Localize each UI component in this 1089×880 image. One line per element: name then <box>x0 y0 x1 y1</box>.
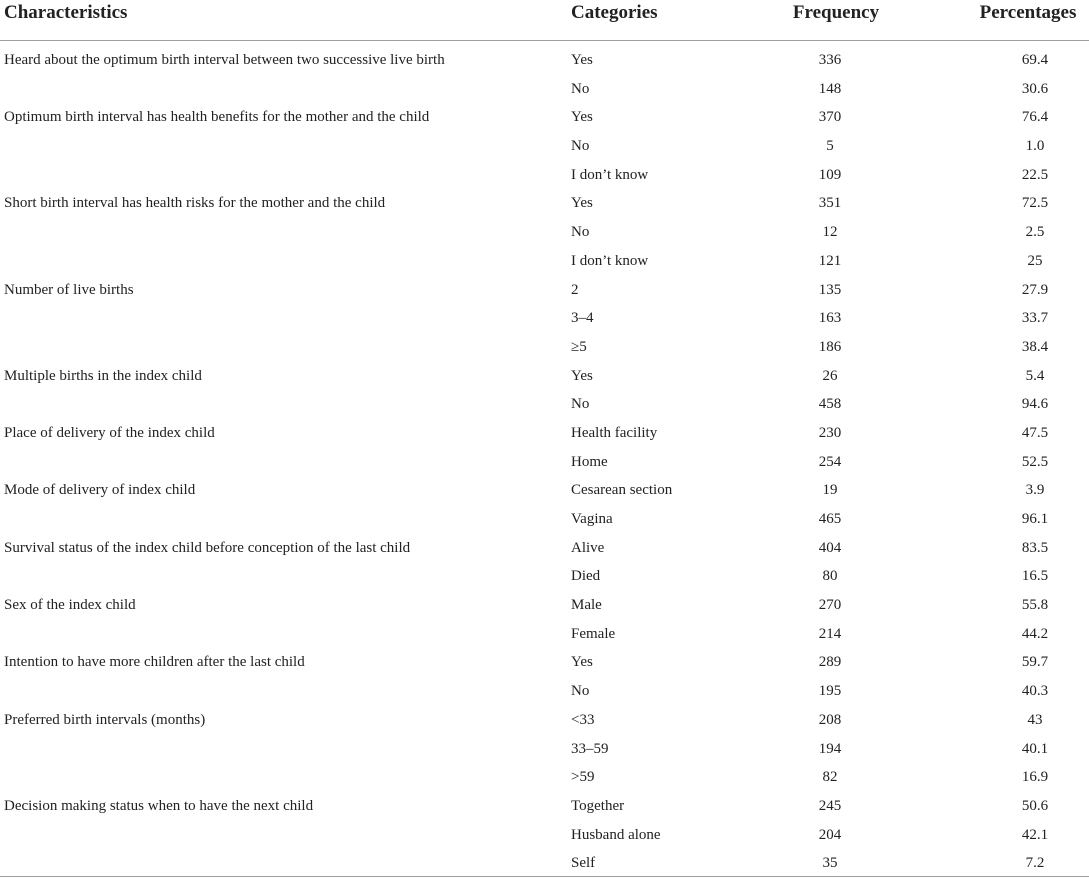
table-row <box>0 737 1089 766</box>
row-category: No <box>571 683 590 700</box>
table-row <box>0 507 1089 536</box>
row-category: 33–59 <box>571 740 609 757</box>
row-percentage: 2.5 <box>1025 224 1045 241</box>
row-category: Yes <box>571 195 593 212</box>
row-frequency: 26 <box>822 367 838 384</box>
table-row <box>0 278 1089 307</box>
row-percentage: 5.4 <box>1025 367 1045 384</box>
table-body <box>0 48 1089 880</box>
row-frequency: 289 <box>818 654 842 671</box>
table-row <box>0 392 1089 421</box>
row-category: No <box>571 224 590 241</box>
row-category: ≥5 <box>571 338 587 355</box>
row-characteristic: Sex of the index child <box>4 597 136 614</box>
table-row <box>0 650 1089 679</box>
row-frequency: 245 <box>818 797 842 814</box>
table-row <box>0 48 1089 77</box>
table-row <box>0 77 1089 106</box>
row-percentage: 43 <box>1027 711 1043 728</box>
table-row <box>0 163 1089 192</box>
row-frequency: 121 <box>818 252 842 269</box>
row-percentage: 59.7 <box>1021 654 1049 671</box>
row-percentage: 7.2 <box>1025 855 1045 872</box>
row-percentage: 16.5 <box>1021 568 1049 585</box>
table-row <box>0 679 1089 708</box>
row-category: Health facility <box>571 424 658 441</box>
header-categories: Categories <box>571 2 658 23</box>
row-category: Yes <box>571 109 593 126</box>
row-frequency: 208 <box>818 711 842 728</box>
row-percentage: 69.4 <box>1021 52 1049 68</box>
row-frequency: 82 <box>822 769 838 786</box>
row-percentage: 94.6 <box>1021 396 1049 413</box>
table-row <box>0 335 1089 364</box>
table-row <box>0 593 1089 622</box>
row-category: 2 <box>571 281 579 298</box>
row-percentage: 83.5 <box>1021 539 1049 556</box>
row-percentage: 40.1 <box>1021 740 1049 757</box>
table-row <box>0 306 1089 335</box>
row-frequency: 204 <box>818 826 842 843</box>
row-frequency: 163 <box>818 310 842 327</box>
table-row <box>0 220 1089 249</box>
row-percentage: 16.9 <box>1021 769 1049 786</box>
table-row <box>0 249 1089 278</box>
row-characteristic: Multiple births in the index child <box>4 367 202 384</box>
table-row <box>0 421 1089 450</box>
table-row <box>0 450 1089 479</box>
row-category: Female <box>571 625 616 642</box>
row-characteristic: Survival status of the index child before conception of the last child <box>4 539 411 556</box>
row-category: Together <box>571 797 625 814</box>
row-category: Cesarean section <box>571 482 673 499</box>
row-characteristic: Heard about the optimum birth interval between two successive live birth <box>4 52 445 68</box>
row-frequency: 351 <box>818 195 842 212</box>
row-characteristic: Number of live births <box>4 281 134 298</box>
row-category: No <box>571 396 590 413</box>
row-category: Yes <box>571 52 593 68</box>
table-row <box>0 191 1089 220</box>
row-percentage: 76.4 <box>1021 109 1049 126</box>
row-category: >59 <box>571 769 595 786</box>
row-category: No <box>571 138 590 155</box>
row-category: Husband alone <box>571 826 661 843</box>
row-percentage: 40.3 <box>1021 683 1049 700</box>
row-category: Yes <box>571 654 593 671</box>
table-bottom-rule <box>0 876 1089 877</box>
row-frequency: 194 <box>818 740 842 757</box>
row-category: Self <box>571 855 596 872</box>
row-frequency: 135 <box>818 281 842 298</box>
row-characteristic: Decision making status when to have the next child <box>4 797 314 814</box>
row-frequency: 230 <box>818 424 842 441</box>
row-percentage: 25 <box>1027 252 1043 269</box>
row-frequency: 12 <box>822 224 838 241</box>
table-row <box>0 105 1089 134</box>
row-category: Vagina <box>571 511 613 527</box>
row-percentage: 3.9 <box>1025 482 1045 499</box>
row-category: Male <box>571 597 602 614</box>
row-category: <33 <box>571 711 595 728</box>
row-frequency: 214 <box>818 625 842 642</box>
row-percentage: 52.5 <box>1021 453 1049 470</box>
row-percentage: 50.6 <box>1021 797 1049 814</box>
header-percentages: Percentages <box>979 2 1077 23</box>
row-percentage: 72.5 <box>1021 195 1049 212</box>
table-row <box>0 622 1089 651</box>
row-characteristic: Short birth interval has health risks for the mother and the child <box>4 195 386 212</box>
row-characteristic: Optimum birth interval has health benefits for the mother and the child <box>4 109 430 126</box>
table-row <box>0 364 1089 393</box>
table-row <box>0 536 1089 565</box>
row-characteristic: Preferred birth intervals (months) <box>4 711 206 728</box>
row-category: Died <box>571 568 601 585</box>
row-percentage: 1.0 <box>1025 138 1045 155</box>
row-category: I don’t know <box>571 166 649 183</box>
row-characteristic: Mode of delivery of index child <box>4 482 196 499</box>
row-category: Yes <box>571 367 593 384</box>
row-frequency: 186 <box>818 338 842 355</box>
header-frequency: Frequency <box>792 2 880 23</box>
header-characteristics: Characteristics <box>4 2 128 23</box>
row-percentage: 96.1 <box>1021 511 1049 527</box>
row-frequency: 336 <box>818 52 842 68</box>
table-row <box>0 564 1089 593</box>
row-percentage: 22.5 <box>1021 166 1049 183</box>
row-frequency: 80 <box>822 568 838 585</box>
row-frequency: 148 <box>818 80 842 97</box>
row-characteristic: Place of delivery of the index child <box>4 424 215 441</box>
row-category: Home <box>571 453 608 470</box>
row-frequency: 270 <box>818 597 842 614</box>
row-frequency: 254 <box>818 453 842 470</box>
table-row <box>0 794 1089 823</box>
table-row <box>0 765 1089 794</box>
row-frequency: 19 <box>822 482 838 499</box>
row-percentage: 42.1 <box>1021 826 1049 843</box>
row-category: No <box>571 80 590 97</box>
row-percentage: 55.8 <box>1021 597 1049 614</box>
row-percentage: 44.2 <box>1021 625 1049 642</box>
row-percentage: 30.6 <box>1021 80 1049 97</box>
row-category: Alive <box>571 539 605 556</box>
row-frequency: 458 <box>818 396 842 413</box>
row-category: I don’t know <box>571 252 649 269</box>
row-frequency: 370 <box>818 109 842 126</box>
table-row <box>0 478 1089 507</box>
table-row <box>0 134 1089 163</box>
row-frequency: 195 <box>818 683 842 700</box>
row-frequency: 109 <box>818 166 842 183</box>
row-frequency: 465 <box>818 511 842 527</box>
row-frequency: 5 <box>826 138 834 155</box>
table-row <box>0 823 1089 852</box>
table-header <box>0 0 1089 41</box>
row-characteristic: Intention to have more children after the last child <box>4 654 305 671</box>
row-frequency: 404 <box>818 539 842 556</box>
row-percentage: 33.7 <box>1021 310 1049 327</box>
row-percentage: 27.9 <box>1021 281 1049 298</box>
row-percentage: 47.5 <box>1021 424 1049 441</box>
table-row <box>0 708 1089 737</box>
row-category: 3–4 <box>571 310 594 327</box>
row-percentage: 38.4 <box>1021 338 1049 355</box>
row-frequency: 35 <box>822 855 838 872</box>
